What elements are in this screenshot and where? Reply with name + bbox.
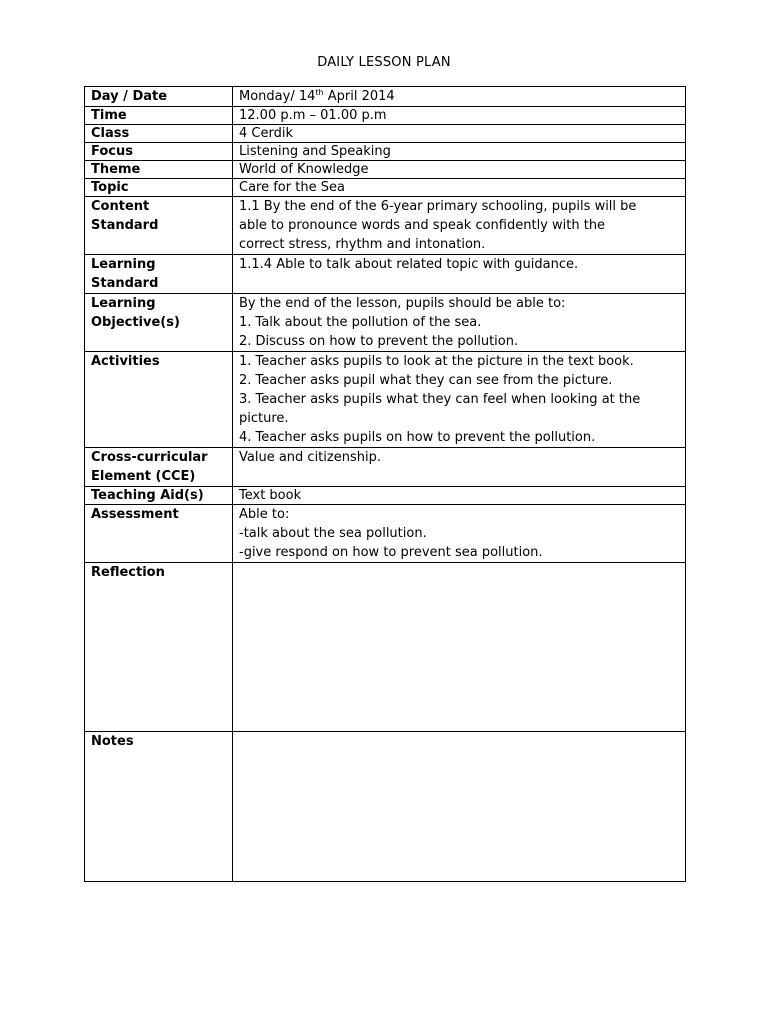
class-value: 4 Cerdik <box>233 125 686 143</box>
lesson-plan-table <box>84 86 686 882</box>
content-standard-label-line: Content <box>91 199 150 214</box>
day-date-value <box>233 87 686 107</box>
assessment-line: -give respond on how to prevent sea pollution. <box>239 545 543 560</box>
activities-value <box>233 352 686 448</box>
activities-label: Activities <box>85 352 233 448</box>
reflection-label: Reflection <box>85 563 233 732</box>
theme-value: World of Knowledge <box>233 161 686 179</box>
time-label: Time <box>85 107 233 125</box>
day-date-value-prefix: Monday/ 14 <box>239 89 316 104</box>
notes-label: Notes <box>85 732 233 882</box>
time-value: 12.00 p.m – 01.00 p.m <box>233 107 686 125</box>
day-date-label: Day / Date <box>85 87 233 107</box>
assessment-label: Assessment <box>85 505 233 563</box>
table-row <box>85 143 686 161</box>
table-row <box>85 487 686 505</box>
table-row <box>85 87 686 107</box>
table-row <box>85 294 686 352</box>
table-row <box>85 197 686 255</box>
table-row <box>85 107 686 125</box>
learning-objectives-label-line: Learning <box>91 296 156 311</box>
learning-standard-label-line: Learning <box>91 257 156 272</box>
learning-standard-value: 1.1.4 Able to talk about related topic with guidance. <box>233 255 686 294</box>
table-row <box>85 125 686 143</box>
topic-value: Care for the Sea <box>233 179 686 197</box>
content-standard-line: 1.1 By the end of the 6-year primary schooling, pupils will be <box>239 199 637 214</box>
theme-label: Theme <box>85 161 233 179</box>
content-standard-line: able to pronounce words and speak confidently with the <box>239 218 606 233</box>
teaching-aids-value: Text book <box>233 487 686 505</box>
table-row <box>85 161 686 179</box>
table-row <box>85 563 686 732</box>
learning-objectives-label-line: Objective(s) <box>91 315 180 330</box>
content-standard-label <box>85 197 233 255</box>
content-standard-value <box>233 197 686 255</box>
table-row <box>85 448 686 487</box>
teaching-aids-label: Teaching Aid(s) <box>85 487 233 505</box>
activity-line: 2. Teacher asks pupil what they can see from the picture. <box>239 373 613 388</box>
activity-line: 1. Teacher asks pupils to look at the picture in the text book. <box>239 354 634 369</box>
assessment-line: -talk about the sea pollution. <box>239 526 427 541</box>
assessment-value <box>233 505 686 563</box>
table-row <box>85 732 686 882</box>
day-date-value-sup: th <box>315 88 324 97</box>
learning-objective-line: 2. Discuss on how to prevent the pollution. <box>239 334 519 349</box>
document-title: DAILY LESSON PLAN <box>317 55 451 70</box>
learning-objective-line: 1. Talk about the pollution of the sea. <box>239 315 482 330</box>
table-row <box>85 179 686 197</box>
activity-line: picture. <box>239 411 289 426</box>
reflection-value <box>233 563 686 732</box>
learning-objective-line: By the end of the lesson, pupils should be able to: <box>239 296 566 311</box>
learning-standard-label-line: Standard <box>91 276 159 291</box>
assessment-line: Able to: <box>239 507 290 522</box>
cce-label <box>85 448 233 487</box>
cce-label-line: Cross-curricular <box>91 450 208 465</box>
learning-standard-label <box>85 255 233 294</box>
content-standard-label-line: Standard <box>91 218 159 233</box>
focus-value: Listening and Speaking <box>233 143 686 161</box>
content-standard-line: correct stress, rhythm and intonation. <box>239 237 486 252</box>
notes-value <box>233 732 686 882</box>
activity-line: 4. Teacher asks pupils on how to prevent the pollution. <box>239 430 596 445</box>
cce-value: Value and citizenship. <box>233 448 686 487</box>
topic-label: Topic <box>85 179 233 197</box>
table-row <box>85 505 686 563</box>
table-row <box>85 255 686 294</box>
cce-label-line: Element (CCE) <box>91 469 196 484</box>
table-row <box>85 352 686 448</box>
learning-objectives-label <box>85 294 233 352</box>
learning-objectives-value <box>233 294 686 352</box>
activity-line: 3. Teacher asks pupils what they can feel when looking at the <box>239 392 641 407</box>
day-date-value-suffix: April 2014 <box>323 89 395 104</box>
class-label: Class <box>85 125 233 143</box>
focus-label: Focus <box>85 143 233 161</box>
